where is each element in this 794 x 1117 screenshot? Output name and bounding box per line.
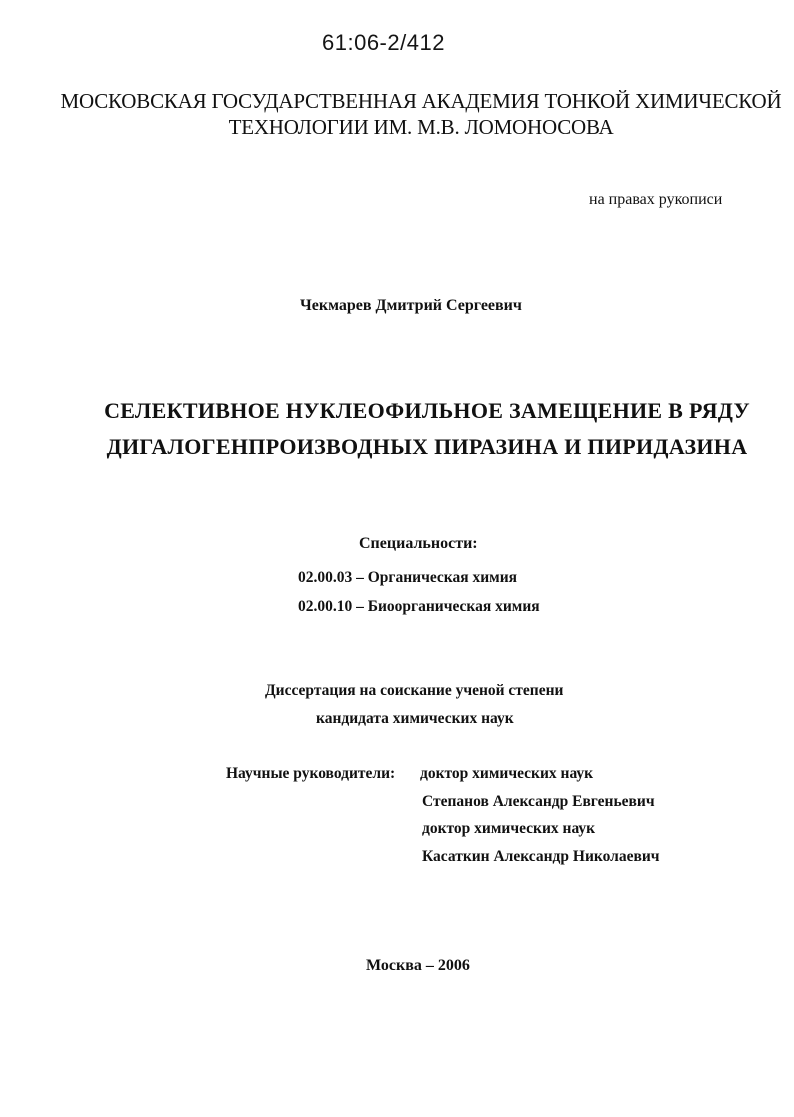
specialties-heading: Специальности: (359, 535, 478, 552)
thesis-description-line-1: Диссертация на соискание ученой степени (265, 682, 564, 699)
supervisors-label: Научные руководители: (226, 765, 396, 782)
thesis-description-line-2: кандидата химических наук (316, 710, 514, 727)
archive-stamp: 61:06-2/412 (322, 30, 445, 55)
author-name: Чекмарев Дмитрий Сергеевич (300, 297, 522, 314)
institution-line-1: МОСКОВСКАЯ ГОСУДАРСТВЕННАЯ АКАДЕМИЯ ТОНКОЙ ХИМИЧЕСКОЙ (60, 89, 782, 113)
rights-note: на правах рукописи (589, 191, 723, 208)
supervisor-degree: доктор химических наук (422, 820, 596, 837)
city-year: Москва – 2006 (366, 957, 470, 974)
institution-line-2: ТЕХНОЛОГИИ ИМ. М.В. ЛОМОНОСОВА (228, 115, 614, 139)
supervisor-degree: доктор химических наук (420, 765, 594, 782)
thesis-title-line-2: ДИГАЛОГЕНПРОИЗВОДНЫХ ПИРАЗИНА И ПИРИДАЗИНА (106, 434, 748, 459)
supervisor-name: Степанов Александр Евгеньевич (422, 793, 655, 810)
supervisor-name: Касаткин Александр Николаевич (422, 848, 660, 865)
specialty-item: 02.00.10 – Биоорганическая химия (298, 598, 540, 615)
thesis-title-line-1: СЕЛЕКТИВНОЕ НУКЛЕОФИЛЬНОЕ ЗАМЕЩЕНИЕ В РЯДУ (104, 398, 750, 423)
specialty-item: 02.00.03 – Органическая химия (298, 569, 518, 586)
